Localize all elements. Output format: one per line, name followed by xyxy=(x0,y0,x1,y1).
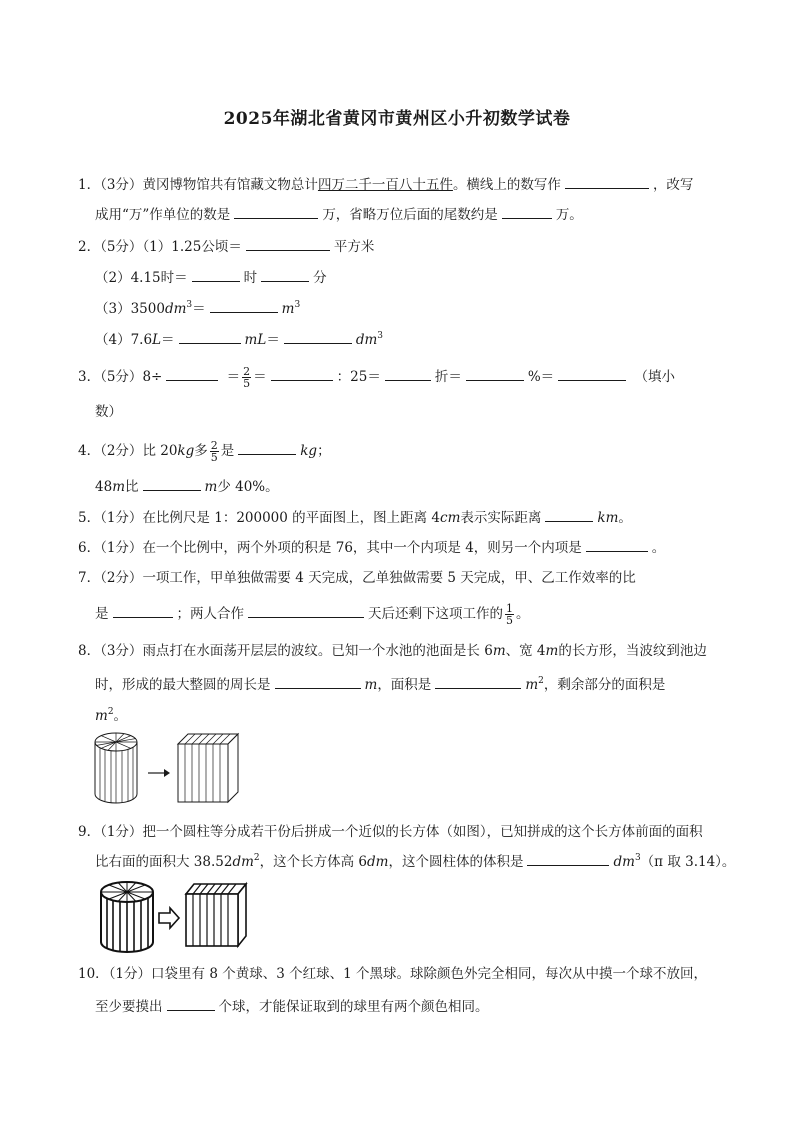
question-text: %＝ xyxy=(527,369,555,385)
question-text: 时，形成的最大整圆的周长是 xyxy=(95,677,271,693)
superscript: 3 xyxy=(186,300,193,310)
question-text: 平方米 xyxy=(333,239,375,255)
question-text: （3）3500 xyxy=(95,301,165,317)
question-text: ；两人合作 xyxy=(176,606,244,622)
question-score: （5分） xyxy=(100,239,143,255)
question-text: 比 xyxy=(125,479,139,495)
question-text: 、宽 4 xyxy=(505,643,546,659)
question-2-part-2 xyxy=(95,267,327,288)
question-text: 在比例尺是 1：200000 的平面图上，图上距离 4 xyxy=(142,510,441,526)
unit: m xyxy=(492,643,506,659)
unit: kg xyxy=(177,443,195,459)
question-score: （1分） xyxy=(100,824,143,840)
answer-blank[interactable] xyxy=(271,366,333,381)
unit: m xyxy=(525,677,539,693)
question-text: 黄冈博物馆共有馆藏文物总计 xyxy=(142,177,318,193)
cylinder-side-lines xyxy=(107,898,148,953)
question-number: 6． xyxy=(78,540,101,556)
fraction-two-fifths: $\frac{2}{5}$ xyxy=(243,365,251,390)
question-number: 5． xyxy=(78,510,101,526)
answer-blank[interactable] xyxy=(179,329,241,344)
unit: dm xyxy=(232,854,254,870)
question-text: （2）4.15时＝ xyxy=(95,270,188,286)
question-number: 9． xyxy=(78,824,101,840)
question-text: ，剩余部分的面积是 xyxy=(543,677,666,693)
question-text: ，面积是 xyxy=(377,677,432,693)
question-text: 比 20 xyxy=(142,443,178,459)
question-4-line-1 xyxy=(78,440,331,463)
arrow-icon xyxy=(148,769,170,777)
superscript: 3 xyxy=(634,853,641,863)
superscript: 3 xyxy=(377,331,383,341)
question-1-line-2 xyxy=(95,204,583,225)
question-score: （2分） xyxy=(100,443,143,459)
question-text: 一项工作，甲单独做需要 4 天完成，乙单独做需要 5 天完成，甲、乙工作效率的比 xyxy=(142,570,636,586)
superscript: 2 xyxy=(107,707,114,717)
answer-blank[interactable] xyxy=(248,603,364,618)
cylinder-sector-lines xyxy=(95,733,137,751)
unit: m xyxy=(281,301,295,317)
question-number: 3． xyxy=(78,369,101,385)
question-text: ＝ xyxy=(226,369,241,385)
answer-blank[interactable] xyxy=(234,204,318,219)
question-text: ＝ xyxy=(253,369,267,385)
unit: m xyxy=(95,708,108,724)
unit: dm xyxy=(613,854,635,870)
question-score: （3分） xyxy=(100,643,143,659)
question-6 xyxy=(78,537,665,558)
question-text: 折＝ xyxy=(434,369,462,385)
question-text: ； xyxy=(317,443,331,459)
answer-blank[interactable] xyxy=(565,174,649,189)
question-text: 8÷ xyxy=(142,369,163,385)
superscript: 2 xyxy=(538,676,544,686)
question-9-line-2 xyxy=(95,851,735,872)
unit: mL xyxy=(244,332,267,348)
question-7-line-1 xyxy=(78,568,636,588)
unit: m xyxy=(364,677,378,693)
cylinder-to-cuboid-figure xyxy=(92,730,288,806)
question-text: 。 xyxy=(618,510,632,526)
answer-blank[interactable] xyxy=(545,507,593,522)
question-text: ＝ xyxy=(266,332,280,348)
unit: m xyxy=(112,479,125,495)
cylinder-to-cuboid-figure-2 xyxy=(98,878,258,954)
superscript: 3 xyxy=(294,300,301,310)
answer-blank[interactable] xyxy=(166,366,218,381)
cuboid-shape xyxy=(186,884,246,946)
answer-blank[interactable] xyxy=(261,267,309,282)
question-number: 8． xyxy=(78,643,101,659)
unit: cm xyxy=(440,510,461,526)
question-text: （填小 xyxy=(634,369,675,385)
answer-blank[interactable] xyxy=(435,674,521,689)
question-text: ，这个圆柱体的体积是 xyxy=(388,854,524,870)
answer-blank[interactable] xyxy=(466,366,524,381)
answer-blank[interactable] xyxy=(527,851,609,866)
question-number: 10． xyxy=(78,966,109,982)
question-8-line-2 xyxy=(95,674,665,695)
question-number: 1． xyxy=(78,177,101,193)
superscript: 2 xyxy=(253,853,260,863)
question-text: 48 xyxy=(95,479,113,495)
question-text: ，改写 xyxy=(652,177,694,193)
answer-blank[interactable] xyxy=(284,329,352,344)
question-4-line-2 xyxy=(95,476,279,497)
question-3-line-2 xyxy=(95,402,122,422)
question-score: （2分） xyxy=(100,570,143,586)
question-text: ：25＝ xyxy=(336,369,381,385)
question-number: 7． xyxy=(78,570,101,586)
answer-blank[interactable] xyxy=(167,996,215,1011)
unit: m xyxy=(204,479,218,495)
answer-blank[interactable] xyxy=(238,440,296,455)
question-text: （π 取 3.14）。 xyxy=(640,854,736,870)
question-3-line-1 xyxy=(78,366,675,389)
question-9-line-1 xyxy=(78,822,703,842)
question-10-line-1 xyxy=(78,964,707,984)
question-score: （1分） xyxy=(100,540,143,556)
question-text: 在一个比例中，两个外项的积是 76，其中一个内项是 4，则另一个内项是 xyxy=(142,540,582,556)
question-text: 少 40%。 xyxy=(217,479,279,495)
question-text: 至少要摸出 xyxy=(95,999,163,1015)
question-1-line-1 xyxy=(78,174,693,195)
unit: kg xyxy=(300,443,318,459)
question-text: ＝ xyxy=(161,332,175,348)
unit: dm xyxy=(164,301,187,317)
question-text: 口袋里有 8 个黄球、3 个红球、1 个黑球。球除颜色外完全相同，每次从中摸一个球不放回， xyxy=(151,966,707,982)
question-5 xyxy=(78,507,632,528)
question-text: 表示实际距离 xyxy=(460,510,542,526)
question-text: 天后还剩下这项工作的 xyxy=(368,606,503,622)
page-title: 2025年湖北省黄冈市黄州区小升初数学试卷 xyxy=(223,109,571,129)
answer-blank[interactable] xyxy=(586,537,648,552)
question-score: （3分） xyxy=(100,177,143,193)
answer-blank[interactable] xyxy=(502,204,552,219)
answer-blank[interactable] xyxy=(143,476,201,491)
unit: m xyxy=(545,643,559,659)
question-text: 。 xyxy=(516,606,530,622)
question-text: ，这个长方体高 6 xyxy=(259,854,368,870)
cuboid-shape xyxy=(178,734,238,802)
question-text: 比右面的面积大 38.52 xyxy=(95,854,233,870)
question-text: 时 xyxy=(243,270,258,286)
answer-blank[interactable] xyxy=(192,267,240,282)
arrow-icon xyxy=(159,908,179,928)
question-score: （1分） xyxy=(108,966,152,982)
question-score: （1分） xyxy=(100,510,143,526)
question-text: 分 xyxy=(313,270,327,286)
question-text: 的长方形，当波纹到池边 xyxy=(558,643,707,659)
question-text: 。 xyxy=(651,540,666,556)
question-7-line-2 xyxy=(95,603,530,626)
question-text: 多 xyxy=(194,443,208,459)
unit: L xyxy=(152,332,162,348)
question-2-line-1 xyxy=(78,236,374,257)
question-text: 数） xyxy=(95,404,122,420)
unit: km xyxy=(597,510,619,526)
question-number: 4． xyxy=(78,443,101,459)
question-text: 成用“万”作单位的数是 xyxy=(95,207,231,223)
question-text: 万。 xyxy=(555,207,583,223)
answer-blank[interactable] xyxy=(558,366,626,381)
answer-blank[interactable] xyxy=(210,298,278,313)
question-text: 是 xyxy=(220,443,235,459)
question-10-line-2 xyxy=(95,996,489,1017)
question-text: 把一个圆柱等分成若干份后拼成一个近似的长方体（如图），已知拼成的这个长方体前面的面积 xyxy=(142,824,703,840)
question-text: （4）7.6 xyxy=(95,332,153,348)
question-2-part-4 xyxy=(95,329,383,350)
question-text: 是 xyxy=(95,606,109,622)
fraction-two-fifths: $\frac{2}{5}$ xyxy=(210,439,218,464)
question-text: 。横线上的数写作 xyxy=(452,177,561,193)
answer-blank[interactable] xyxy=(113,603,173,618)
question-8-line-3 xyxy=(95,706,127,726)
answer-blank[interactable] xyxy=(385,366,431,381)
answer-blank[interactable] xyxy=(246,236,330,251)
question-text: 雨点打在水面荡开层层的波纹。已知一个水池的池面是长 6 xyxy=(142,643,493,659)
question-2-part-3 xyxy=(95,298,300,319)
fraction-one-fifth: $\frac{1}{5}$ xyxy=(506,602,513,627)
question-text: ＝ xyxy=(192,301,206,317)
question-score: （5分） xyxy=(100,369,143,385)
question-8-line-1 xyxy=(78,641,707,661)
cylinder-side-lines xyxy=(100,748,133,804)
unit: dm xyxy=(355,332,378,348)
question-number: 2． xyxy=(78,239,101,255)
underlined-number-words: 四万二千一百八十五件 xyxy=(317,177,453,193)
question-text: 。 xyxy=(113,708,128,724)
question-text: 个球，才能保证取到的球里有两个颜色相同。 xyxy=(218,999,489,1015)
question-text: （1）1.25公顷＝ xyxy=(142,239,242,255)
answer-blank[interactable] xyxy=(275,674,361,689)
question-text: 万，省略万位后面的尾数约是 xyxy=(322,207,498,223)
unit: dm xyxy=(367,854,389,870)
